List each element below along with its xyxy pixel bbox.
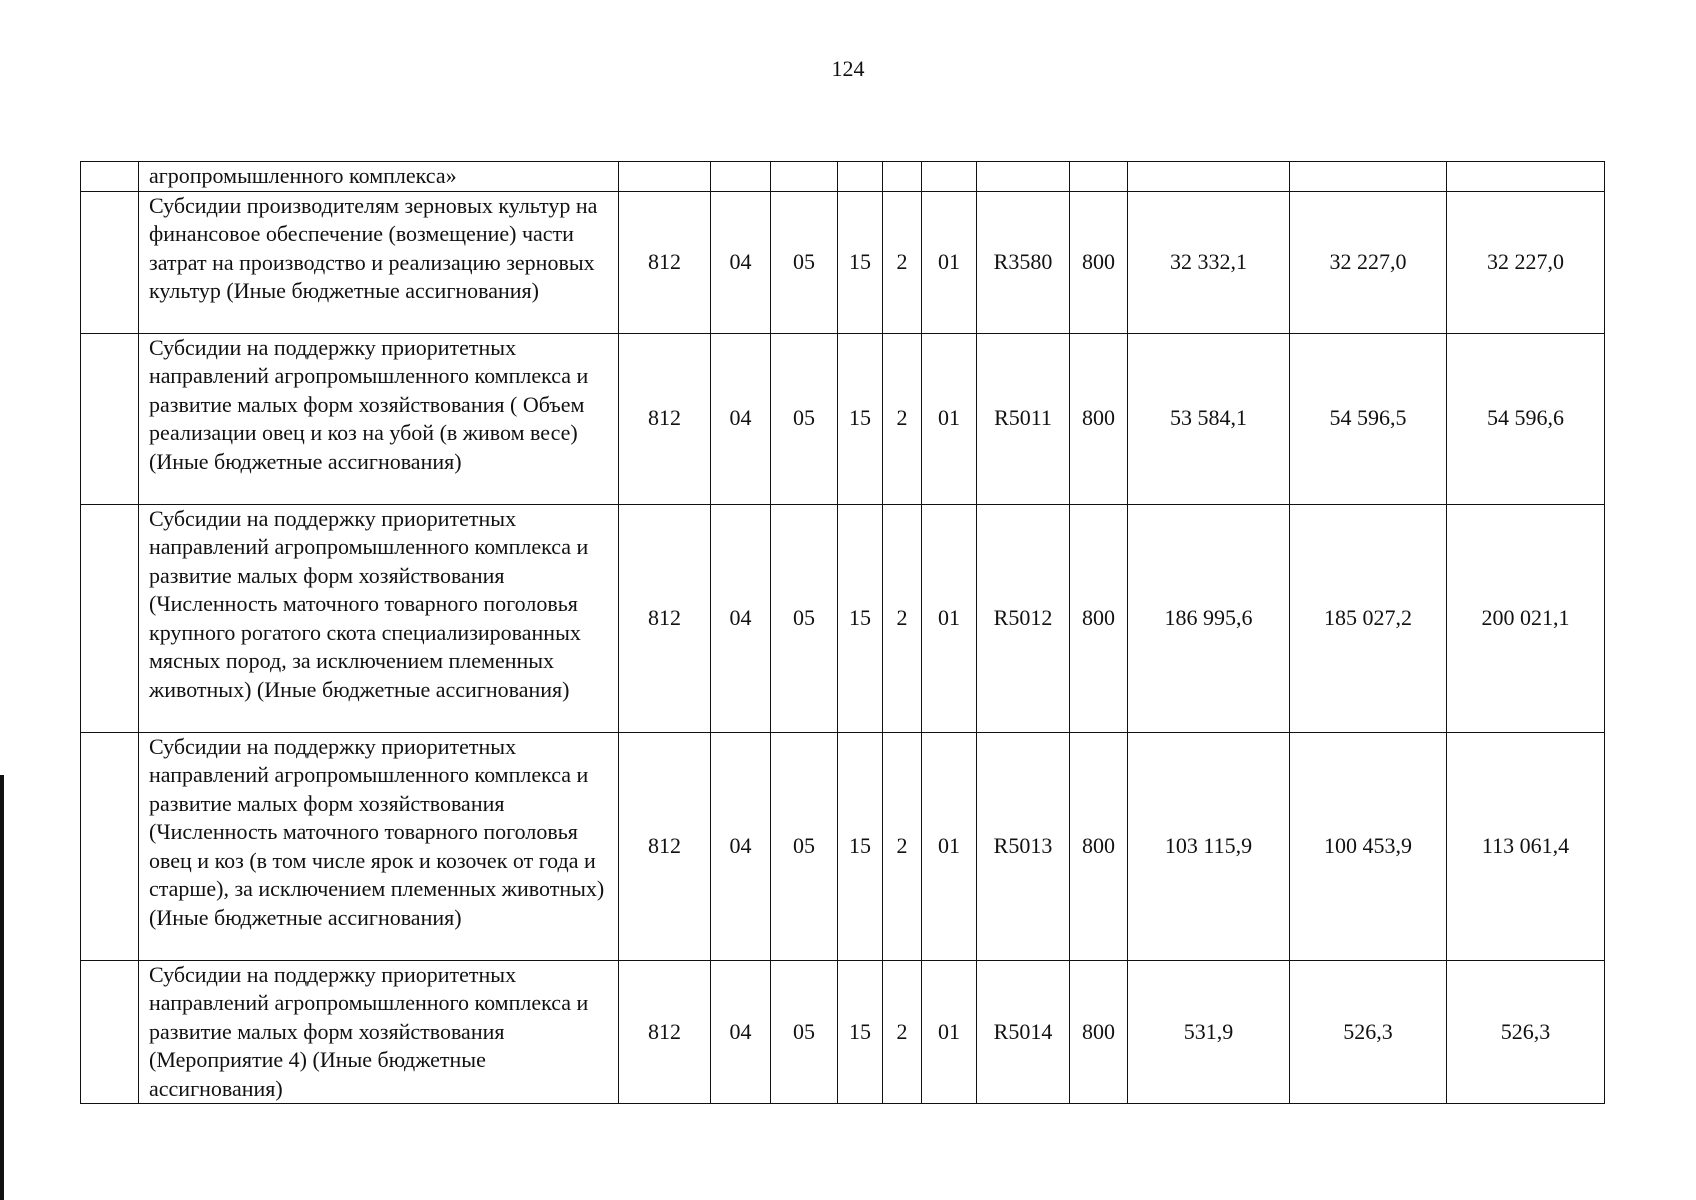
row-number-cell: [81, 162, 139, 192]
subsection-code-cell: 05: [771, 504, 838, 732]
direction-code-cell: R5013: [977, 732, 1070, 960]
amount-year3-cell: 32 227,0: [1447, 191, 1605, 333]
activity-code-cell: [922, 162, 977, 192]
subsection-code-cell: 05: [771, 191, 838, 333]
direction-code-cell: R3580: [977, 191, 1070, 333]
amount-year3-cell: [1447, 162, 1605, 192]
subsection-code-cell: 05: [771, 960, 838, 1104]
expense-type-cell: 800: [1070, 732, 1128, 960]
section-code-cell: 04: [711, 191, 771, 333]
table-row: [81, 960, 1605, 1104]
ministry-code-cell: 812: [619, 333, 711, 504]
page-number: 124: [831, 56, 865, 81]
amount-year1-cell: [1128, 162, 1290, 192]
row-description: Субсидии на поддержку приоритетных направлений агропромышленного комплекса и развитие малых форм хозяйствования ( Объем реализации овец и коз на убой (в живом весе) (Иные бюджетные ассигнования): [139, 333, 619, 504]
activity-code-cell: 01: [922, 191, 977, 333]
table-row: [81, 732, 1605, 960]
program-code-cell: 15: [838, 732, 883, 960]
direction-code-cell: R5012: [977, 504, 1070, 732]
row-number-cell: [81, 333, 139, 504]
program-code-cell: 15: [838, 333, 883, 504]
amount-year2-cell: 185 027,2: [1290, 504, 1447, 732]
amount-year1-cell: 103 115,9: [1128, 732, 1290, 960]
expense-type-cell: 800: [1070, 504, 1128, 732]
section-code-cell: 04: [711, 960, 771, 1104]
amount-year2-cell: [1290, 162, 1447, 192]
amount-year2-cell: 526,3: [1290, 960, 1447, 1104]
scan-edge-bar: [0, 775, 4, 1200]
program-code-cell: 15: [838, 191, 883, 333]
section-code-cell: 04: [711, 504, 771, 732]
activity-code-cell: 01: [922, 504, 977, 732]
amount-year2-cell: 32 227,0: [1290, 191, 1447, 333]
row-number-cell: [81, 191, 139, 333]
ministry-code-cell: [619, 162, 711, 192]
subprogram-code-cell: [883, 162, 922, 192]
program-code-cell: [838, 162, 883, 192]
amount-year2-cell: 100 453,9: [1290, 732, 1447, 960]
amount-year1-cell: 531,9: [1128, 960, 1290, 1104]
expense-type-cell: 800: [1070, 191, 1128, 333]
ministry-code-cell: 812: [619, 960, 711, 1104]
expense-type-cell: 800: [1070, 960, 1128, 1104]
amount-year3-cell: 526,3: [1447, 960, 1605, 1104]
table-row: [81, 333, 1605, 504]
expense-type-cell: 800: [1070, 333, 1128, 504]
amount-year3-cell: 200 021,1: [1447, 504, 1605, 732]
direction-code-cell: [977, 162, 1070, 192]
section-code-cell: [711, 162, 771, 192]
amount-year1-cell: 186 995,6: [1128, 504, 1290, 732]
subsection-code-cell: [771, 162, 838, 192]
row-description: Субсидии производителям зерновых культур на финансовое обеспечение (возмещение) части затрат на производство и реализацию зерновых культур (Иные бюджетные ассигнования): [139, 191, 619, 333]
table-row: [81, 504, 1605, 732]
subprogram-code-cell: 2: [883, 504, 922, 732]
row-description: Субсидии на поддержку приоритетных направлений агропромышленного комплекса и развитие малых форм хозяйствования (Численность маточного товарного поголовья овец и коз (в том числе ярок и козочек от года и старше), за исключением племенных животных) (Иные бюджетные ассигнования): [139, 732, 619, 960]
activity-code-cell: 01: [922, 333, 977, 504]
amount-year3-cell: 113 061,4: [1447, 732, 1605, 960]
subprogram-code-cell: 2: [883, 960, 922, 1104]
activity-code-cell: 01: [922, 960, 977, 1104]
amount-year1-cell: 53 584,1: [1128, 333, 1290, 504]
subprogram-code-cell: 2: [883, 191, 922, 333]
section-code-cell: 04: [711, 732, 771, 960]
budget-table: [80, 161, 1605, 1104]
program-code-cell: 15: [838, 504, 883, 732]
expense-type-cell: [1070, 162, 1128, 192]
row-number-cell: [81, 504, 139, 732]
section-code-cell: 04: [711, 333, 771, 504]
direction-code-cell: R5011: [977, 333, 1070, 504]
subprogram-code-cell: 2: [883, 333, 922, 504]
row-description: агропромышленного комплекса»: [139, 162, 619, 192]
row-number-cell: [81, 960, 139, 1104]
table-row: [81, 191, 1605, 333]
program-code-cell: 15: [838, 960, 883, 1104]
row-description: Субсидии на поддержку приоритетных направлений агропромышленного комплекса и развитие малых форм хозяйствования (Численность маточного товарного поголовья крупного рогатого скота специализированных мясных пород, за исключением племенных животных) (Иные бюджетные ассигнования): [139, 504, 619, 732]
amount-year2-cell: 54 596,5: [1290, 333, 1447, 504]
activity-code-cell: 01: [922, 732, 977, 960]
subprogram-code-cell: 2: [883, 732, 922, 960]
direction-code-cell: R5014: [977, 960, 1070, 1104]
row-description: Субсидии на поддержку приоритетных направлений агропромышленного комплекса и развитие малых форм хозяйствования (Мероприятие 4) (Иные бюджетные ассигнования): [139, 960, 619, 1104]
subsection-code-cell: 05: [771, 333, 838, 504]
ministry-code-cell: 812: [619, 191, 711, 333]
ministry-code-cell: 812: [619, 732, 711, 960]
amount-year3-cell: 54 596,6: [1447, 333, 1605, 504]
amount-year1-cell: 32 332,1: [1128, 191, 1290, 333]
table-row: [81, 162, 1605, 192]
subsection-code-cell: 05: [771, 732, 838, 960]
row-number-cell: [81, 732, 139, 960]
ministry-code-cell: 812: [619, 504, 711, 732]
